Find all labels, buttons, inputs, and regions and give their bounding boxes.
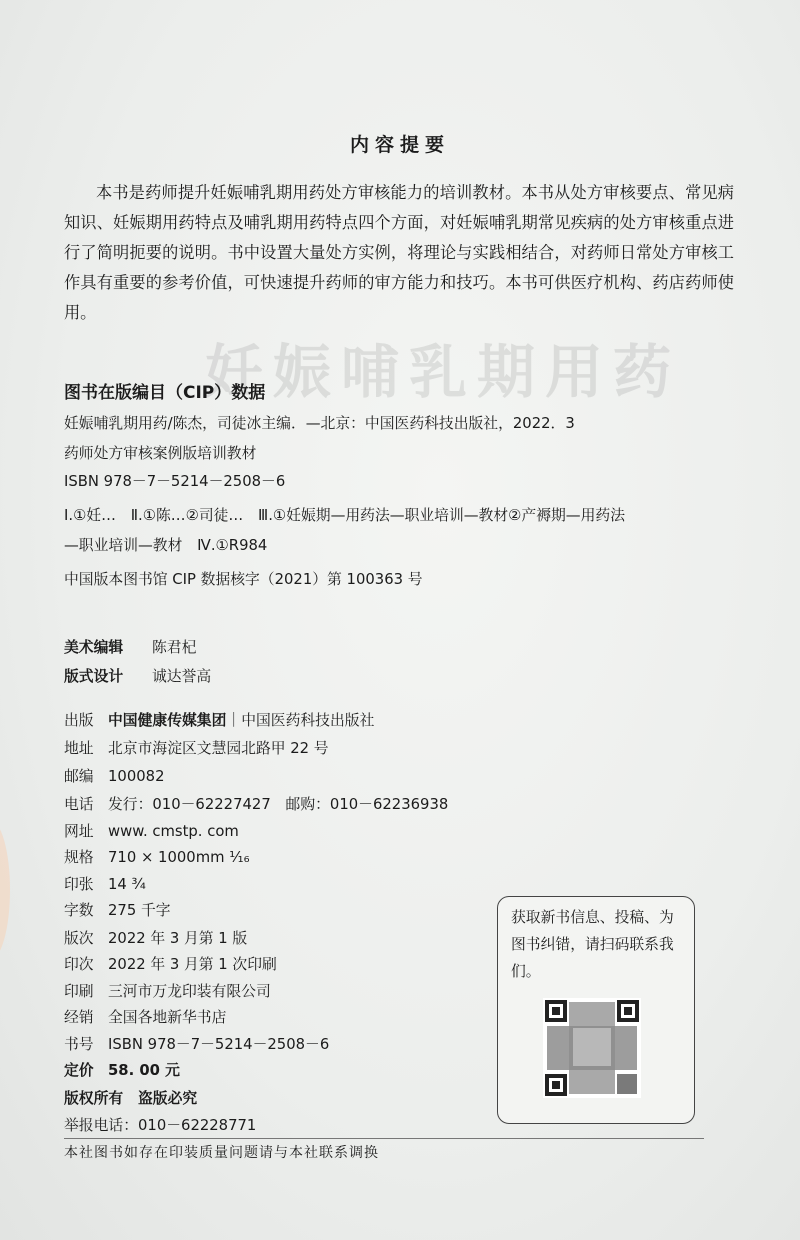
pub-label: 规格 (64, 849, 94, 866)
pub-label: 经销 (64, 1009, 94, 1026)
pub-value: ISBN 978－7－5214－2508－6 (108, 1036, 330, 1053)
pub-row-printing (64, 953, 277, 979)
credit-label: 美术编辑 (64, 639, 124, 656)
pub-label: 邮编 (64, 768, 94, 785)
qr-instruction: 获取新书信息、投稿、为图书纠错，请扫码联系我们。 (511, 909, 674, 980)
cip-line: 药师处方审核案例版培训教材 (64, 445, 257, 462)
pub-row-address (64, 737, 329, 763)
pub-row-phone (64, 793, 448, 819)
quality-notice: 本社图书如存在印装质量问题请与本社联系调换 (64, 1145, 379, 1161)
summary-title: 内容提要 (349, 134, 450, 156)
qr-code[interactable] (543, 998, 641, 1098)
pub-value: 发行：010－62227427 邮购：010－62236938 (108, 796, 449, 813)
cip-line: 妊娠哺乳期用药/陈杰，司徒冰主编．—北京：中国医药科技出版社，2022．3 (64, 415, 575, 432)
summary-paragraph: 本书是药师提升妊娠哺乳期用药处方审核能力的培训教材。本书从处方审核要点、常见病知识、妊娠期用药特点及哺乳期用药特点四个方面，对妊娠哺乳期常见疾病的处方审核重点进行了简明扼要的说明。书中设置大量处方实例，将理论与实践相结合，对药师日常处方审核工作具有重要的参考价值，可快速提升药师的审方能力和技巧。本书可供医疗机构、药店药师使用。 (64, 183, 734, 322)
pub-label: 字数 (64, 902, 94, 919)
pub-value: 710 × 1000mm ¹⁄₁₆ (108, 849, 250, 866)
pub-row-wordcount (64, 899, 171, 925)
pub-label: 电话 (64, 796, 94, 813)
credit-value: 诚达誉高 (152, 668, 212, 685)
pub-value: www. cmstp. com (108, 823, 239, 840)
pub-row-sheets (64, 873, 146, 899)
pub-value: 三河市万龙印装有限公司 (108, 983, 271, 1000)
pub-label: 定价 (64, 1062, 94, 1079)
publisher-group: 中国健康传媒集团 (108, 712, 227, 729)
pub-value: 北京市海淀区文慧园北路甲 22 号 (108, 740, 329, 757)
pub-row-distributor (64, 1006, 226, 1032)
pub-row-isbn (64, 1033, 329, 1059)
cip-heading: 图书在版编目（CIP）数据 (64, 383, 266, 403)
cip-number: 中国版本图书馆 CIP 数据核字（2021）第 100363 号 (64, 571, 423, 588)
bleed-through-title: 妊娠哺乳期用药 (205, 338, 682, 406)
pub-value: 14 ¾ (108, 876, 146, 893)
copyright-line: 版权所有 盗版必究 (64, 1090, 198, 1107)
cip-line: Ⅰ.①妊… Ⅱ.①陈…②司徒… Ⅲ.①妊娠期—用药法—职业培训—教材②产褥期—用药法 (64, 507, 625, 524)
pub-row-website (64, 820, 239, 846)
pub-row-edition (64, 927, 247, 953)
cip-line: ISBN 978－7－5214－2508－6 (64, 473, 286, 490)
pub-value: 275 千字 (108, 902, 171, 919)
pub-label: 地址 (64, 740, 94, 757)
divider (64, 1138, 704, 1139)
pub-label: 印次 (64, 956, 94, 973)
pub-label: 印张 (64, 876, 94, 893)
pub-label: 出版 (64, 712, 94, 729)
pub-label: 印刷 (64, 983, 94, 1000)
report-phone: 举报电话：010－62228771 (64, 1117, 257, 1134)
qr-code-image (543, 998, 641, 1098)
pub-row-postcode (64, 765, 165, 791)
pub-row-publisher (64, 709, 374, 735)
credit-art-editor (64, 636, 196, 657)
price-value: 58. 00 元 (108, 1062, 180, 1079)
cip-line: —职业培训—教材 Ⅳ.①R984 (64, 537, 268, 554)
publisher-name: ｜中国医药科技出版社 (226, 712, 375, 729)
credit-label: 版式设计 (64, 668, 124, 685)
credit-layout-design (64, 665, 211, 686)
pub-value: 全国各地新华书店 (108, 1009, 227, 1026)
pub-label: 版次 (64, 930, 94, 947)
pub-value: 100082 (108, 768, 165, 785)
pub-label: 网址 (64, 823, 94, 840)
credit-value: 陈君杞 (152, 639, 197, 656)
pub-label: 书号 (64, 1036, 94, 1053)
pub-value: 2022 年 3 月第 1 次印刷 (108, 956, 277, 973)
pub-row-format (64, 846, 250, 872)
pub-row-printer (64, 980, 271, 1006)
pub-value: 2022 年 3 月第 1 版 (108, 930, 248, 947)
pub-row-price (64, 1059, 180, 1085)
